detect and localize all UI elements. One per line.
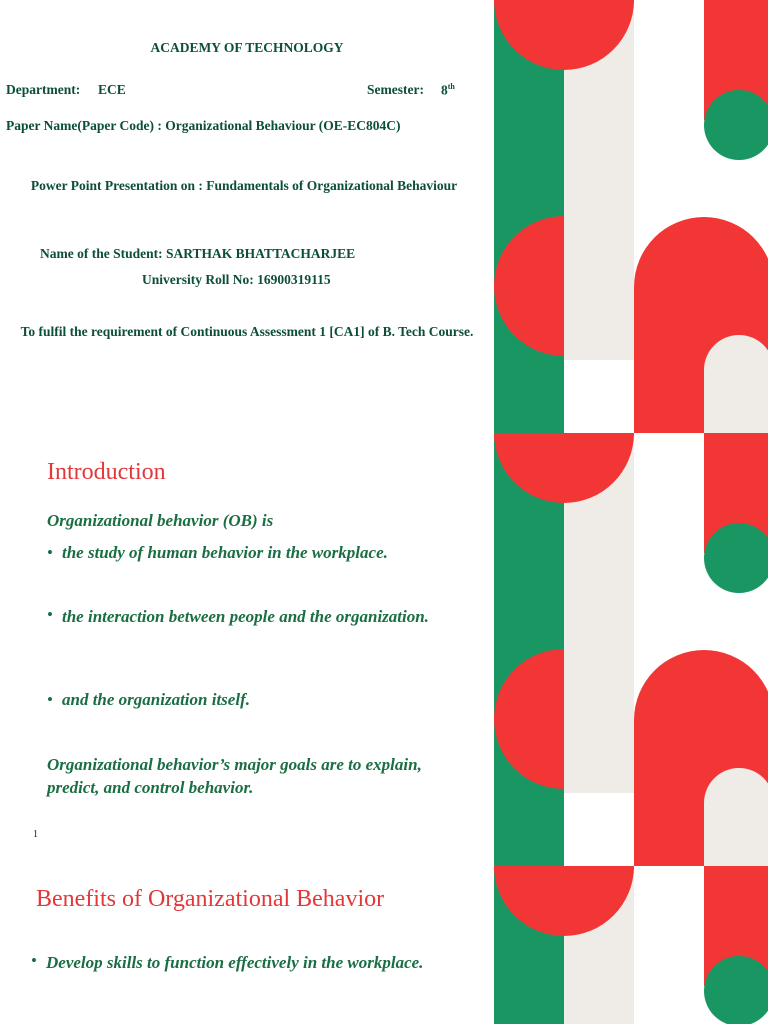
benefits-slide <box>0 866 768 1024</box>
intro-bullet-1: the study of human behavior in the workplace. <box>62 543 388 562</box>
semester-label: Semester: <box>367 82 424 97</box>
semester-value: 8th <box>441 82 455 98</box>
decorative-pattern <box>494 0 768 433</box>
intro-slide <box>0 433 768 866</box>
presentation-line: Power Point Presentation on : Fundamentals of Organizational Behaviour <box>30 178 458 193</box>
student-name-line: Name of the Student: SARTHAK BHATTACHARJEE <box>40 246 356 261</box>
intro-bullet-2: the interaction between people and the organization. <box>62 607 429 626</box>
decorative-pattern <box>494 433 768 866</box>
bullet-dot: • <box>47 690 53 709</box>
intro-title: Introduction <box>47 459 166 485</box>
institution-title: ACADEMY OF TECHNOLOGY <box>150 40 344 55</box>
paper-name-line: Paper Name(Paper Code) : Organizational Behaviour (OE-EC804C) <box>6 118 401 133</box>
roll-number-line: University Roll No: 16900319115 <box>142 272 331 287</box>
intro-goals: Organizational behavior’s major goals are to explain, predict, and control behavior. <box>47 755 422 797</box>
department-label: Department: <box>6 82 81 97</box>
page-number: 1 <box>33 829 38 840</box>
decorative-pattern <box>494 866 768 1024</box>
bullet-dot: • <box>47 605 53 624</box>
benefits-title: Benefits of Organizational Behavior <box>36 886 385 912</box>
requirement-line: To fulfil the requirement of Continuous Assessment 1 [CA1] of B. Tech Course. <box>20 324 474 339</box>
intro-lead: Organizational behavior (OB) is <box>47 511 274 530</box>
cover-slide <box>0 0 768 433</box>
bullet-dot: • <box>47 543 53 562</box>
intro-bullet-3: and the organization itself. <box>62 690 250 709</box>
department-value: ECE <box>98 82 126 97</box>
bullet-dot: • <box>31 951 37 970</box>
benefits-bullet-1: Develop skills to function effectively in the workplace. <box>46 953 424 972</box>
